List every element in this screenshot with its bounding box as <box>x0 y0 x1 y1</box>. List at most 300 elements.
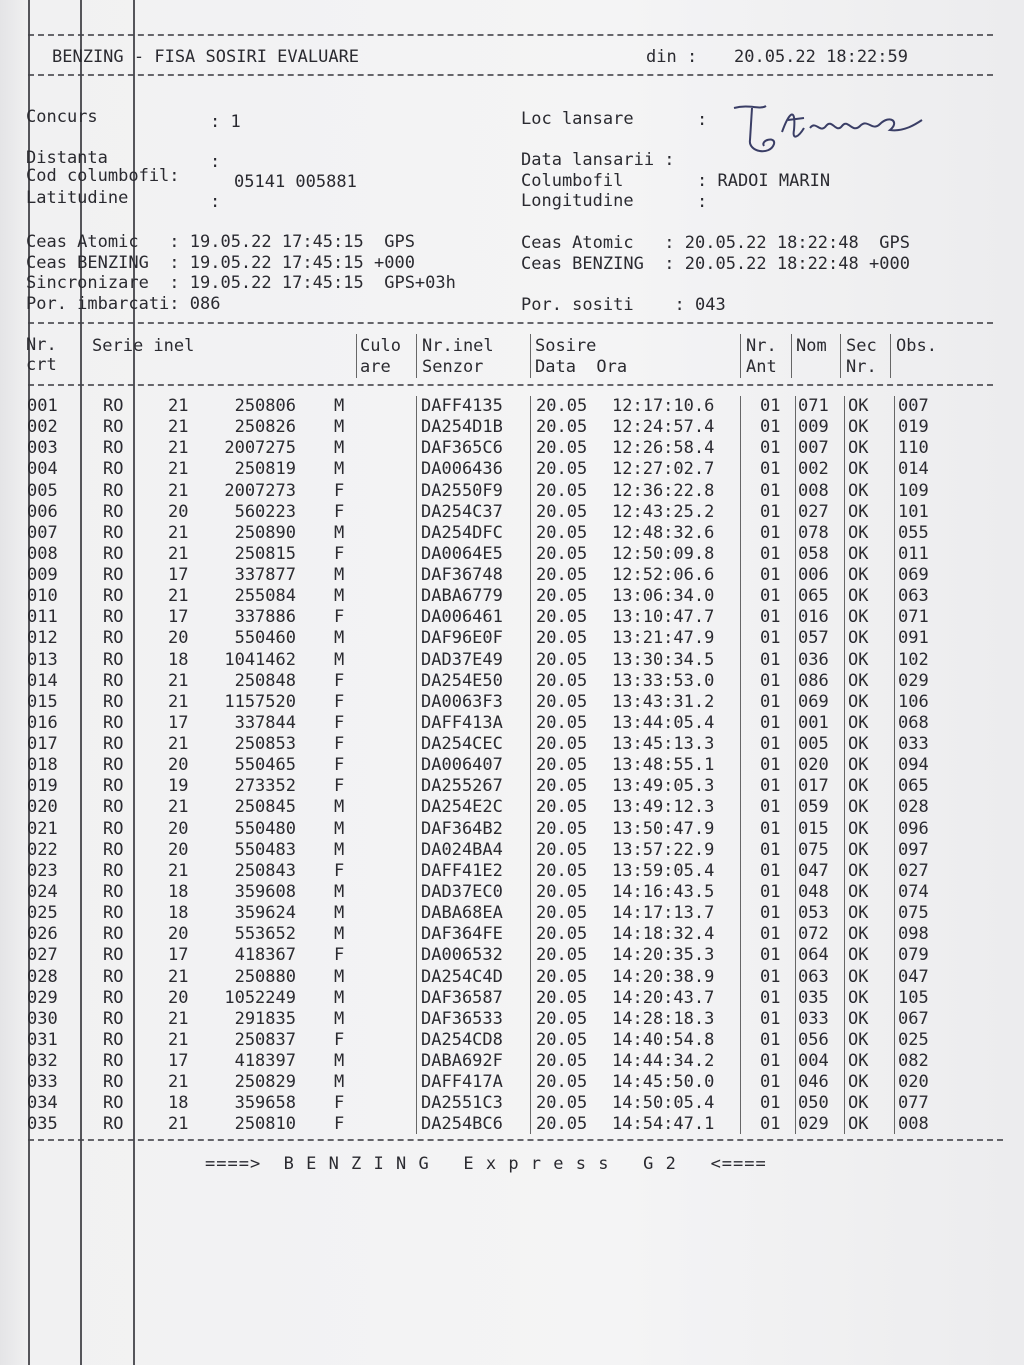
cell-year: 20 <box>168 501 189 522</box>
table-row <box>0 903 1024 924</box>
col-culoare-2: are <box>360 357 391 377</box>
table-row <box>0 924 1024 945</box>
cell-obs: 011 <box>898 543 929 564</box>
cell-ant: 01 <box>760 670 781 691</box>
cell-ant: 01 <box>760 1114 781 1135</box>
cell-nr: 031 <box>27 1029 58 1050</box>
cell-obs: 065 <box>898 776 929 797</box>
cell-date: 20.05 <box>536 881 588 902</box>
latitudine-label: Latitudine <box>26 188 129 208</box>
cell-country: RO <box>103 459 124 480</box>
cell-ant: 01 <box>760 1029 781 1050</box>
cell-year: 21 <box>168 1029 189 1050</box>
columbofil-value: : RADOI MARIN <box>697 171 831 191</box>
cell-year: 17 <box>168 607 189 628</box>
cell-year: 18 <box>168 649 189 670</box>
cell-country: RO <box>103 776 124 797</box>
cell-sensor: DA254E50 <box>421 670 503 691</box>
cell-nom: 059 <box>798 797 829 818</box>
cell-ant: 01 <box>760 565 781 586</box>
cell-ring: 337886 <box>234 607 296 628</box>
cell-sec: OK <box>848 501 869 522</box>
table-row <box>0 628 1024 649</box>
cell-sensor: DA006436 <box>421 459 503 480</box>
cell-time: 12:17:10.6 <box>612 396 715 416</box>
cell-nr: 019 <box>27 776 58 797</box>
cell-nr: 030 <box>27 1008 58 1029</box>
cell-ring: 1041462 <box>224 649 296 670</box>
col-crt: crt <box>26 355 57 375</box>
cell-time: 13:44:05.4 <box>612 712 715 733</box>
table-row <box>0 438 1024 459</box>
cell-time: 14:16:43.5 <box>612 881 715 902</box>
cell-time: 12:50:09.8 <box>612 543 715 564</box>
cell-date: 20.05 <box>536 501 588 522</box>
table-row <box>0 650 1024 671</box>
cell-obs: 094 <box>898 755 929 776</box>
cell-date: 20.05 <box>536 1008 588 1029</box>
cell-obs: 102 <box>898 649 929 670</box>
cell-nom: 050 <box>798 1093 829 1114</box>
cell-time: 12:52:06.6 <box>612 565 715 586</box>
cell-ring: 337844 <box>234 712 296 733</box>
cell-time: 13:10:47.7 <box>612 607 715 628</box>
col-obs: Obs. <box>896 336 937 356</box>
concurs-value: : 1 <box>210 112 241 132</box>
cell-obs: 025 <box>898 1029 929 1050</box>
cell-nom: 027 <box>798 501 829 522</box>
cell-nom: 072 <box>798 924 829 945</box>
cell-obs: 071 <box>898 607 929 628</box>
cell-nom: 057 <box>798 628 829 649</box>
cell-ant: 01 <box>760 396 781 416</box>
cell-ring: 2007273 <box>224 480 296 501</box>
cell-obs: 109 <box>898 480 929 501</box>
cell-obs: 075 <box>898 903 929 924</box>
cell-ring: 250829 <box>234 1072 296 1093</box>
cell-obs: 027 <box>898 860 929 881</box>
table-row <box>0 945 1024 966</box>
cell-date: 20.05 <box>536 670 588 691</box>
column-separator <box>740 334 741 378</box>
col-sec-nr: Nr. <box>846 357 877 377</box>
ceas-atomic-start: Ceas Atomic : 19.05.22 17:45:15 GPS <box>26 232 415 252</box>
sincronizare: Sincronizare : 19.05.22 17:45:15 GPS+03h <box>26 273 456 293</box>
col-sec: Sec <box>846 336 877 356</box>
cell-time: 13:21:47.9 <box>612 628 715 649</box>
cell-nr: 012 <box>27 628 58 649</box>
cell-country: RO <box>103 1093 124 1114</box>
cell-date: 20.05 <box>536 607 588 628</box>
cell-ant: 01 <box>760 1093 781 1114</box>
cell-obs: 074 <box>898 881 929 902</box>
cell-nr: 032 <box>27 1051 58 1072</box>
table-row <box>0 967 1024 988</box>
cell-ring: 550465 <box>234 755 296 776</box>
table-row <box>0 882 1024 903</box>
cell-nom: 007 <box>798 438 829 459</box>
cell-sensor: DA2550F9 <box>421 480 503 501</box>
longitudine-label: Longitudine <box>521 191 634 211</box>
cell-ant: 01 <box>760 417 781 438</box>
cell-country: RO <box>103 522 124 543</box>
cell-sec: OK <box>848 966 869 987</box>
cell-sex: M <box>334 987 345 1008</box>
cell-year: 21 <box>168 670 189 691</box>
cell-nr: 017 <box>27 734 58 755</box>
cell-year: 21 <box>168 480 189 501</box>
cell-country: RO <box>103 1072 124 1093</box>
cell-sensor: DA006407 <box>421 755 503 776</box>
cell-obs: 106 <box>898 691 929 712</box>
cell-date: 20.05 <box>536 776 588 797</box>
table-row <box>0 481 1024 502</box>
cell-year: 21 <box>168 797 189 818</box>
cell-time: 14:28:18.3 <box>612 1008 715 1029</box>
cell-date: 20.05 <box>536 565 588 586</box>
cell-date: 20.05 <box>536 712 588 733</box>
cell-sex: F <box>334 712 345 733</box>
cell-sec: OK <box>848 1029 869 1050</box>
cell-nom: 058 <box>798 543 829 564</box>
cell-sensor: DA254E2C <box>421 797 503 818</box>
cell-date: 20.05 <box>536 860 588 881</box>
cell-year: 17 <box>168 565 189 586</box>
cell-sec: OK <box>848 649 869 670</box>
cell-ring: 250819 <box>234 459 296 480</box>
cell-ant: 01 <box>760 501 781 522</box>
column-separator <box>530 396 531 1134</box>
cell-year: 18 <box>168 881 189 902</box>
cell-sec: OK <box>848 1114 869 1135</box>
cell-year: 21 <box>168 1008 189 1029</box>
cell-nr: 029 <box>27 987 58 1008</box>
cell-nr: 021 <box>27 818 58 839</box>
cell-date: 20.05 <box>536 459 588 480</box>
cell-year: 21 <box>168 586 189 607</box>
cell-sec: OK <box>848 459 869 480</box>
cell-year: 17 <box>168 1051 189 1072</box>
cell-nr: 026 <box>27 924 58 945</box>
cell-sensor: DABA692F <box>421 1051 503 1072</box>
cell-ring: 2007275 <box>224 438 296 459</box>
cell-ring: 291835 <box>234 1008 296 1029</box>
cell-ant: 01 <box>760 860 781 881</box>
cell-time: 14:18:32.4 <box>612 924 715 945</box>
cell-sensor: DAFF413A <box>421 712 503 733</box>
cell-nr: 016 <box>27 712 58 733</box>
cell-nr: 005 <box>27 480 58 501</box>
cell-year: 21 <box>168 691 189 712</box>
cell-country: RO <box>103 543 124 564</box>
cell-obs: 067 <box>898 1008 929 1029</box>
cell-nr: 028 <box>27 966 58 987</box>
cell-nom: 009 <box>798 417 829 438</box>
cell-sensor: DA006461 <box>421 607 503 628</box>
cell-date: 20.05 <box>536 1114 588 1135</box>
table-row <box>0 544 1024 565</box>
cell-nr: 011 <box>27 607 58 628</box>
cell-sec: OK <box>848 586 869 607</box>
cell-ring: 250843 <box>234 860 296 881</box>
table-row <box>0 1072 1024 1093</box>
cell-ant: 01 <box>760 628 781 649</box>
cell-time: 14:45:50.0 <box>612 1072 715 1093</box>
cell-date: 20.05 <box>536 734 588 755</box>
cell-nr: 007 <box>27 522 58 543</box>
cell-ant: 01 <box>760 607 781 628</box>
cell-sensor: DAF365C6 <box>421 438 503 459</box>
cell-obs: 055 <box>898 522 929 543</box>
divider <box>28 74 993 76</box>
cell-sex: M <box>334 417 345 438</box>
cell-ring: 1052249 <box>224 987 296 1008</box>
cell-country: RO <box>103 797 124 818</box>
col-nr: Nr. <box>26 335 57 355</box>
cell-country: RO <box>103 1029 124 1050</box>
cell-nom: 029 <box>798 1114 829 1135</box>
cell-obs: 101 <box>898 501 929 522</box>
cell-sex: F <box>334 480 345 501</box>
cell-country: RO <box>103 417 124 438</box>
table-row <box>0 988 1024 1009</box>
latitudine-value: : <box>210 192 221 212</box>
cell-nr: 015 <box>27 691 58 712</box>
cell-sec: OK <box>848 903 869 924</box>
table-row <box>0 1114 1024 1135</box>
cell-country: RO <box>103 734 124 755</box>
cell-ring: 359624 <box>234 903 296 924</box>
cell-country: RO <box>103 1008 124 1029</box>
cell-ring: 273352 <box>234 776 296 797</box>
cell-sex: M <box>334 818 345 839</box>
cell-sex: M <box>334 797 345 818</box>
col-nom: Nom <box>796 336 827 356</box>
cell-nr: 023 <box>27 860 58 881</box>
cell-time: 14:17:13.7 <box>612 903 715 924</box>
cell-obs: 105 <box>898 987 929 1008</box>
col-nr-inel: Nr.inel <box>422 336 494 356</box>
table-row <box>0 1009 1024 1030</box>
cell-obs: 079 <box>898 945 929 966</box>
cell-time: 13:48:55.1 <box>612 755 715 776</box>
table-row <box>0 734 1024 755</box>
cell-sec: OK <box>848 818 869 839</box>
cell-ring: 560223 <box>234 501 296 522</box>
longitudine-value: : <box>697 192 708 212</box>
cell-date: 20.05 <box>536 818 588 839</box>
cell-time: 14:40:54.8 <box>612 1029 715 1050</box>
cell-date: 20.05 <box>536 903 588 924</box>
cell-date: 20.05 <box>536 649 588 670</box>
cell-sex: F <box>334 734 345 755</box>
column-separator <box>740 396 741 1134</box>
cell-sex: M <box>334 628 345 649</box>
table-row <box>0 713 1024 734</box>
cell-ant: 01 <box>760 776 781 797</box>
cell-date: 20.05 <box>536 543 588 564</box>
cell-country: RO <box>103 903 124 924</box>
cell-time: 14:44:34.2 <box>612 1051 715 1072</box>
report-title: BENZING - FISA SOSIRI EVALUARE <box>52 47 360 67</box>
column-separator <box>844 396 845 1134</box>
divider <box>28 34 993 36</box>
cell-year: 20 <box>168 839 189 860</box>
cell-sex: M <box>334 903 345 924</box>
cell-sensor: DAFF41E2 <box>421 860 503 881</box>
cell-sensor: DAF364B2 <box>421 818 503 839</box>
columbofil-label: Columbofil <box>521 171 624 191</box>
cell-year: 21 <box>168 417 189 438</box>
cell-sec: OK <box>848 607 869 628</box>
cell-ring: 550460 <box>234 628 296 649</box>
cell-sec: OK <box>848 797 869 818</box>
cell-obs: 014 <box>898 459 929 480</box>
cell-nr: 033 <box>27 1072 58 1093</box>
cell-sensor: DA255267 <box>421 776 503 797</box>
cell-obs: 096 <box>898 818 929 839</box>
column-separator <box>791 334 792 378</box>
date-label: din : <box>646 47 698 67</box>
table-row <box>0 840 1024 861</box>
cell-ring: 255084 <box>234 586 296 607</box>
cell-time: 13:45:13.3 <box>612 734 715 755</box>
col-sosire: Sosire <box>535 336 597 356</box>
cell-sec: OK <box>848 1008 869 1029</box>
cell-sec: OK <box>848 924 869 945</box>
cell-nr: 027 <box>27 945 58 966</box>
cell-sensor: DA254CEC <box>421 734 503 755</box>
cell-nom: 075 <box>798 839 829 860</box>
cell-obs: 047 <box>898 966 929 987</box>
cell-sex: F <box>334 945 345 966</box>
cell-sensor: DA006532 <box>421 945 503 966</box>
col-data-ora: Data Ora <box>535 357 628 377</box>
cell-ring: 418367 <box>234 945 296 966</box>
cell-time: 12:48:32.6 <box>612 522 715 543</box>
cell-time: 12:27:02.7 <box>612 459 715 480</box>
cell-sensor: DAF96E0F <box>421 628 503 649</box>
footer-banner: ====> B E N Z I N G E x p r e s s G 2 <==== <box>205 1154 767 1174</box>
cell-nom: 002 <box>798 459 829 480</box>
cell-sensor: DABA68EA <box>421 903 503 924</box>
cell-ring: 250890 <box>234 522 296 543</box>
cell-ant: 01 <box>760 522 781 543</box>
cell-ring: 250880 <box>234 966 296 987</box>
cell-nom: 086 <box>798 670 829 691</box>
cell-nr: 006 <box>27 501 58 522</box>
cell-ant: 01 <box>760 649 781 670</box>
cell-country: RO <box>103 755 124 776</box>
cell-obs: 028 <box>898 797 929 818</box>
cell-ant: 01 <box>760 438 781 459</box>
cell-nom: 048 <box>798 881 829 902</box>
cell-obs: 007 <box>898 396 929 416</box>
cell-nr: 009 <box>27 565 58 586</box>
cell-sec: OK <box>848 734 869 755</box>
cell-sex: M <box>334 396 345 416</box>
cell-sensor: DA254BC6 <box>421 1114 503 1135</box>
cell-country: RO <box>103 1114 124 1135</box>
cell-nr: 020 <box>27 797 58 818</box>
table-row <box>0 692 1024 713</box>
cell-nom: 071 <box>798 396 829 416</box>
cell-sec: OK <box>848 1093 869 1114</box>
cell-date: 20.05 <box>536 417 588 438</box>
cell-ant: 01 <box>760 734 781 755</box>
cell-sensor: DAF36587 <box>421 987 503 1008</box>
cell-country: RO <box>103 691 124 712</box>
cell-sec: OK <box>848 670 869 691</box>
cell-nr: 003 <box>27 438 58 459</box>
cell-obs: 008 <box>898 1114 929 1135</box>
cell-ring: 250806 <box>234 396 296 416</box>
cell-country: RO <box>103 565 124 586</box>
divider <box>28 384 993 386</box>
cell-year: 21 <box>168 1114 189 1135</box>
cell-ant: 01 <box>760 712 781 733</box>
table-row <box>0 797 1024 818</box>
cell-country: RO <box>103 480 124 501</box>
cell-obs: 069 <box>898 565 929 586</box>
cell-country: RO <box>103 586 124 607</box>
cell-date: 20.05 <box>536 438 588 459</box>
cell-year: 20 <box>168 987 189 1008</box>
cell-date: 20.05 <box>536 987 588 1008</box>
cell-sex: M <box>334 565 345 586</box>
cell-sex: M <box>334 924 345 945</box>
cell-obs: 097 <box>898 839 929 860</box>
col-ant: Ant <box>746 357 777 377</box>
ceas-benzing-start: Ceas BENZING : 19.05.22 17:45:15 +000 <box>26 253 415 273</box>
cell-year: 20 <box>168 755 189 776</box>
divider <box>28 322 993 324</box>
cell-nom: 008 <box>798 480 829 501</box>
cell-obs: 077 <box>898 1093 929 1114</box>
loc-lansare-label: Loc lansare <box>521 109 634 129</box>
cell-nom: 047 <box>798 860 829 881</box>
concurs-label: Concurs <box>26 107 98 127</box>
cell-sensor: DA0064E5 <box>421 543 503 564</box>
cell-nom: 053 <box>798 903 829 924</box>
cell-sec: OK <box>848 396 869 416</box>
cell-sensor: DABA6779 <box>421 586 503 607</box>
cell-sensor: DAF36533 <box>421 1008 503 1029</box>
cell-sex: M <box>334 1008 345 1029</box>
distanta-value: : <box>210 152 221 172</box>
cell-ant: 01 <box>760 966 781 987</box>
table-row <box>0 819 1024 840</box>
cell-year: 18 <box>168 1093 189 1114</box>
ceas-atomic-end: Ceas Atomic : 20.05.22 18:22:48 GPS <box>521 233 910 253</box>
cell-year: 20 <box>168 818 189 839</box>
cell-sec: OK <box>848 755 869 776</box>
cell-sex: M <box>334 586 345 607</box>
cell-sex: F <box>334 670 345 691</box>
cell-ring: 250848 <box>234 670 296 691</box>
cell-date: 20.05 <box>536 1051 588 1072</box>
cell-ant: 01 <box>760 945 781 966</box>
cell-ant: 01 <box>760 459 781 480</box>
table-row <box>0 1093 1024 1114</box>
cell-nom: 015 <box>798 818 829 839</box>
column-separator <box>890 334 891 378</box>
cell-sex: M <box>334 881 345 902</box>
cell-time: 13:49:12.3 <box>612 797 715 818</box>
cell-year: 21 <box>168 734 189 755</box>
ceas-benzing-end: Ceas BENZING : 20.05.22 18:22:48 +000 <box>521 254 910 274</box>
cell-year: 19 <box>168 776 189 797</box>
